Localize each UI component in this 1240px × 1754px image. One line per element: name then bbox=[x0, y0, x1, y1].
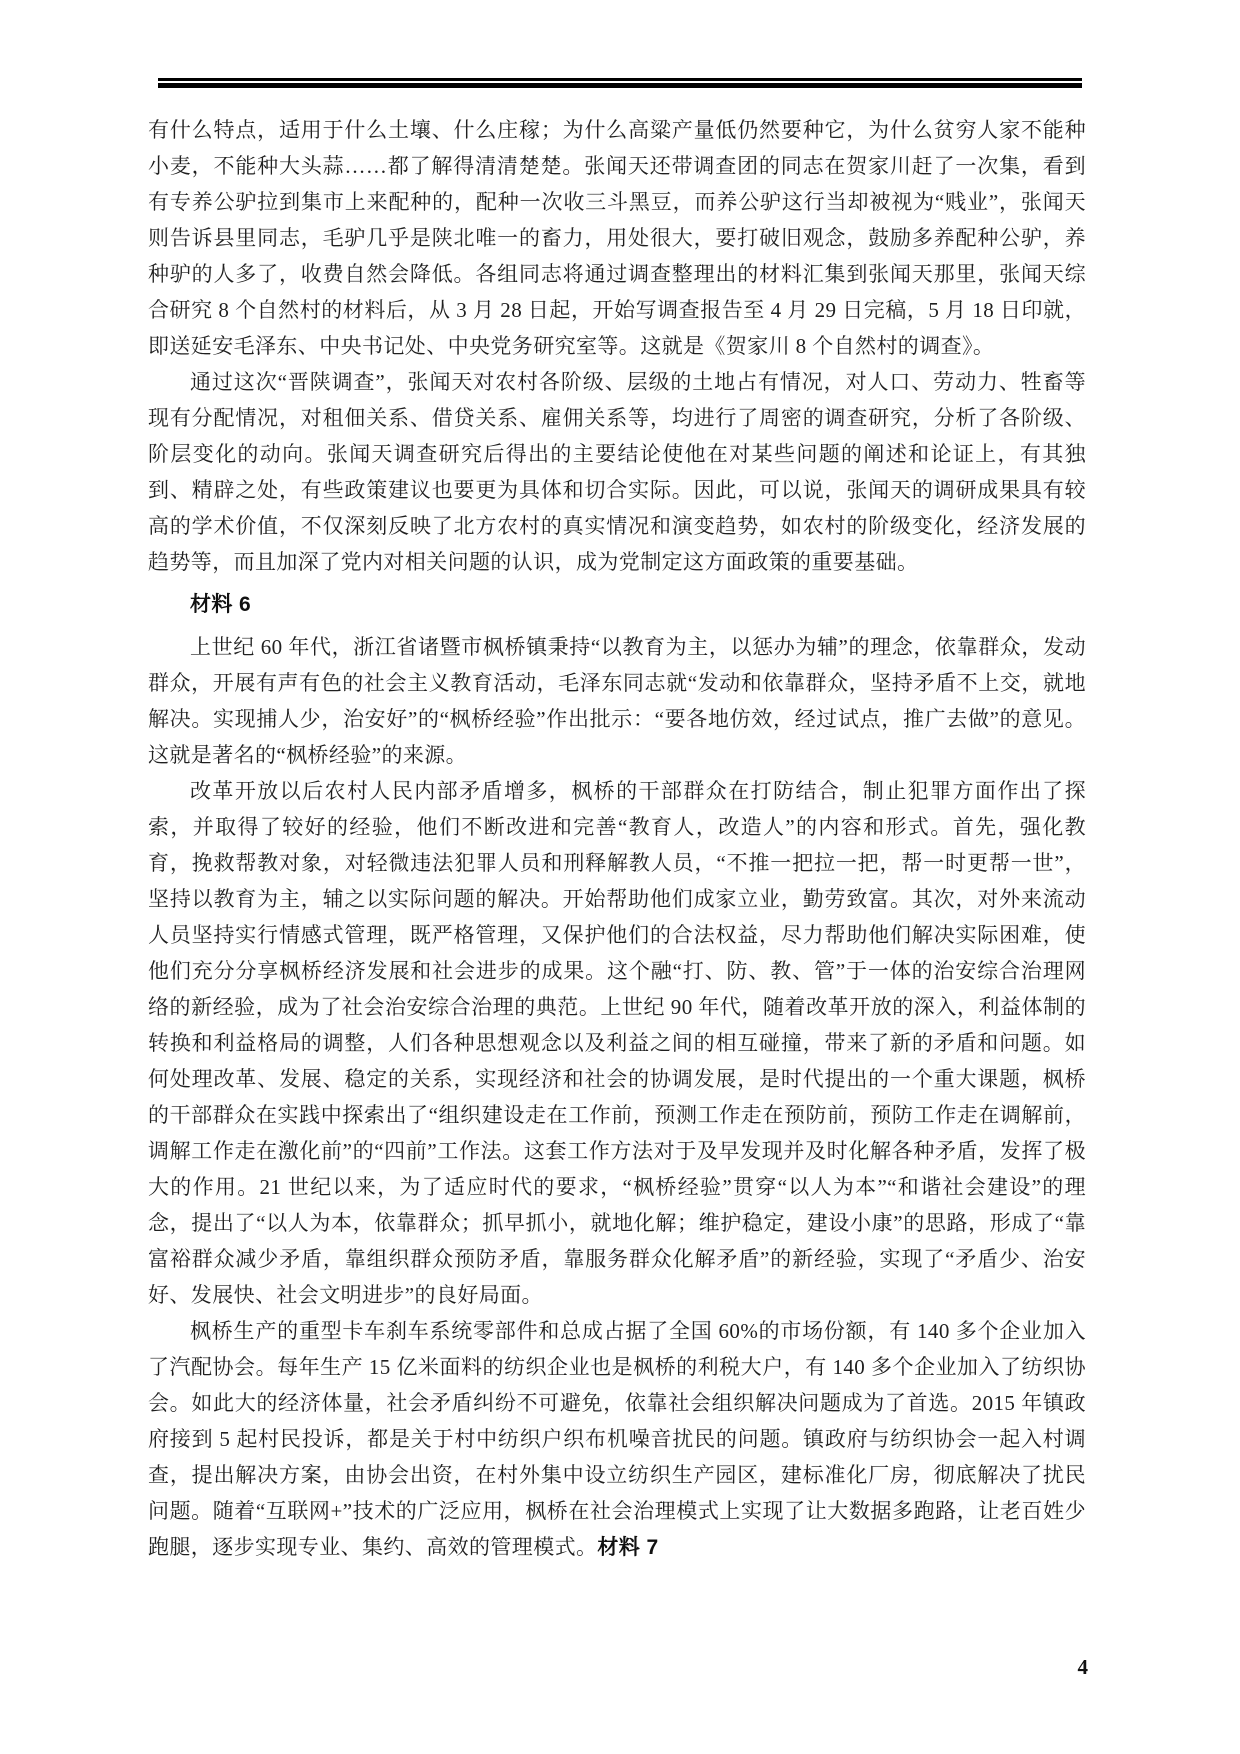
paragraph-fengqiao-experience: 改革开放以后农村人民内部矛盾增多，枫桥的干部群众在打防结合，制止犯罪方面作出了探索，并取得了较好的经验，他们不断改进和完善“教育人，改造人”的内容和形式。首先，强化教育，挽救帮教对象，对轻微违法犯罪人员和刑释解教人员，“不推一把拉一把，帮一时更帮一世”，坚持以教育为主，辅之以实际问题的解决。开始帮助他们成家立业，勤劳致富。其次，对外来流动人员坚持实行情感式管理，既严格管理，又保护他们的合法权益，尽力帮助他们解决实际困难，使他们充分分享枫桥经济发展和社会进步的成果。这个融“打、防、教、管”于一体的治安综合治理网络的新经验，成为了社会治安综合治理的典范。上世纪 90 年代，随着改革开放的深入，利益体制的转换和利益格局的调整，人们各种思想观念以及利益之间的相互碰撞，带来了新的矛盾和问题。如何处理改革、发展、稳定的关系，实现经济和社会的协调发展，是时代提出的一个重大课题，枫桥的干部群众在实践中探索出了“组织建设走在工作前，预测工作走在预防前，预防工作走在调解前，调解工作走在激化前”的“四前”工作法。这套工作方法对于及早发现并及时化解各种矛盾，发挥了极大的作用。21 世纪以来，为了适应时代的要求，“枫桥经验”贯穿“以人为本”“和谐社会建设”的理念，提出了“以人为本，依靠群众；抓早抓小，就地化解；维护稳定，建设小康”的思路，形成了“靠富裕群众减少矛盾，靠组织群众预防矛盾，靠服务群众化解矛盾”的新经验，实现了“矛盾少、治安好、发展快、社会文明进步”的良好局面。 bbox=[148, 779, 1086, 1307]
paragraph-text: 枫桥生产的重型卡车刹车系统零部件和总成占据了全国 60%的市场份额，有 140 多个企业加入了汽配协会。每年生产 15 亿米面料的纺织企业也是枫桥的利税大户，有 140 多个企业加入了纺织协会。如此大的经济体量，社会矛盾纠纷不可避免，依靠社会组织解决问题成为了首选。2015 年镇政府接到 5 起村民投诉，都是关于村中纺织户织布机噪音扰民的问题。镇政府与纺织协会一起入村调查，提出解决方案，由协会出资，在村外集中设立纺织生产园区，建标准化厂房，彻底解决了扰民问题。随着“互联网+”技术的广泛应用，枫桥在社会治理模式上实现了让大数据多跑路，让老百姓少跑腿，逐步实现专业、集约、高效的管理模式。 bbox=[148, 1319, 1086, 1559]
material-7-heading: 材料 7 bbox=[597, 1536, 659, 1559]
document-body bbox=[148, 112, 1086, 1566]
paragraph-jinshan-survey-summary: 通过这次“晋陕调查”，张闻天对农村各阶级、层级的土地占有情况，对人口、劳动力、牲畜等现有分配情况，对租佃关系、借贷关系、雇佣关系等，均进行了周密的调查研究，分析了各阶级、阶层变化的动向。张闻天调查研究后得出的主要结论使他在对某些问题的阐述和论证上，有其独到、精辟之处，有些政策建议也要更为具体和切合实际。因此，可以说，张闻天的调研成果具有较高的学术价值，不仅深刻反映了北方农村的真实情况和演变趋势，如农村的阶级变化，经济发展的趋势等，而且加深了党内对相关问题的认识，成为党制定这方面政策的重要基础。 bbox=[148, 370, 1086, 574]
paragraph-fengqiao-economy bbox=[148, 1313, 1086, 1566]
paragraph-fengqiao-origin: 上世纪 60 年代，浙江省诸暨市枫桥镇秉持“以教育为主，以惩办为辅”的理念，依靠群众，发动群众，开展有声有色的社会主义教育活动，毛泽东同志就“发动和依靠群众，坚持矛盾不上交，就地解决。实现捕人少，治安好”的“枫桥经验”作出批示：“要各地仿效，经过试点，推广去做”的意见。这就是著名的“枫桥经验”的来源。 bbox=[148, 635, 1086, 767]
header-rule bbox=[158, 78, 1082, 88]
paragraph-material5-continuation: 有什么特点，适用于什么土壤、什么庄稼；为什么高粱产量低仍然要种它，为什么贫穷人家不能种小麦，不能种大头蒜……都了解得清清楚楚。张闻天还带调查团的同志在贺家川赶了一次集，看到有专养公驴拉到集市上来配种的，配种一次收三斗黑豆，而养公驴这行当却被视为“贱业”，张闻天则告诉县里同志，毛驴几乎是陕北唯一的畜力，用处很大，要打破旧观念，鼓励多养配种公驴，养种驴的人多了，收费自然会降低。各组同志将通过调查整理出的材料汇集到张闻天那里，张闻天综合研究 8 个自然村的材料后，从 3 月 28 日起，开始写调查报告至 4 月 29 日完稿，5 月 18 日印就，即送延安毛泽东、中央书记处、中央党务研究室等。这就是《贺家川 8 个自然村的调查》。 bbox=[148, 118, 1086, 358]
page-number: 4 bbox=[1077, 1655, 1088, 1679]
material-6-heading: 材料 6 bbox=[190, 593, 252, 616]
